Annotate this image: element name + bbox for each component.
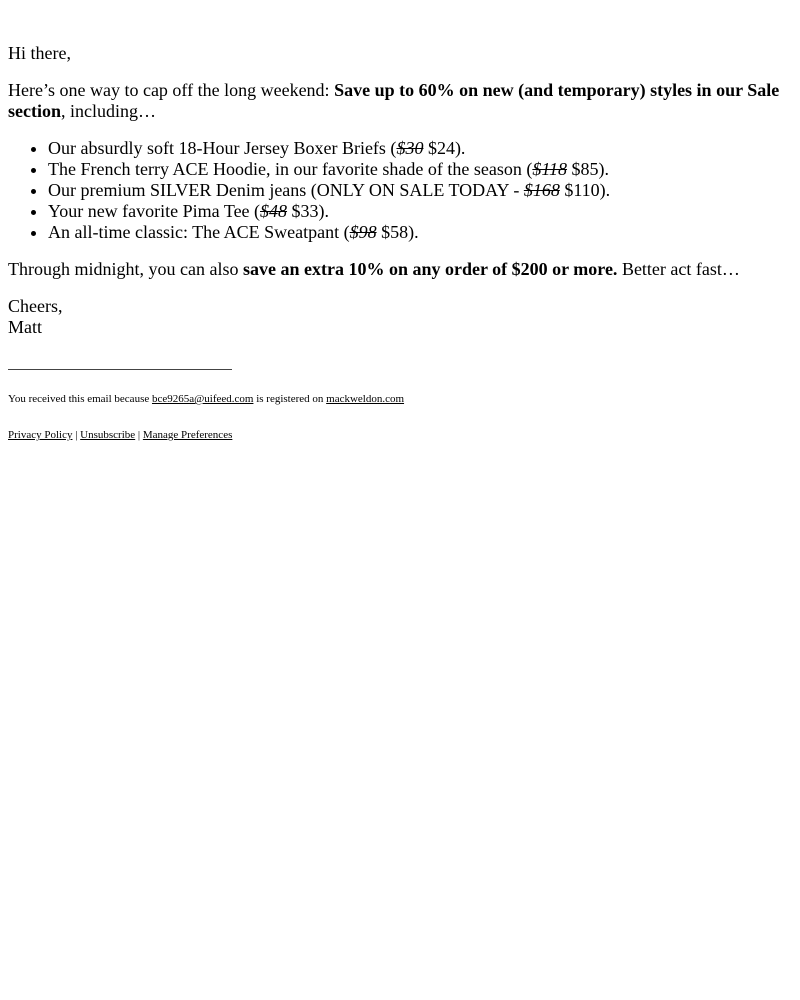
footer-divider [8,369,232,370]
sale-price: $110). [559,180,611,200]
list-item [48,201,792,222]
intro-prefix: Here’s one way to cap off the long weekend: [8,80,335,100]
intro-paragraph [8,80,792,122]
signoff [8,296,792,338]
list-item [48,222,792,243]
item-description: An all-time classic: The ACE Sweatpant ( [48,222,350,242]
site-link[interactable]: mackweldon.com [326,393,405,405]
registration-middle: is registered on [253,393,327,405]
manage-preferences-link[interactable]: Manage Preferences [142,429,233,441]
email-body [0,0,800,442]
original-price: $118 [532,159,568,179]
registration-prefix: You received this email because [8,393,152,405]
sale-price: $33). [287,201,330,221]
list-item [48,180,792,201]
extra-offer-paragraph [8,259,792,280]
original-price: $30 [396,138,424,158]
footer-links [8,429,792,442]
item-description: Our absurdly soft 18-Hour Jersey Boxer Briefs ( [48,138,397,158]
signoff-name: Matt [8,317,42,337]
privacy-policy-link[interactable]: Privacy Policy [8,429,73,441]
extra-offer-suffix: Better act fast… [617,259,740,279]
item-description: The French terry ACE Hoodie, in our favorite shade of the season ( [48,159,533,179]
intro-sale-highlight: Save up to 60% on new (and temporary) styles in our Sale section [8,80,780,121]
extra-offer-highlight: save an extra 10% on any order of $200 or more. [242,259,618,279]
sale-price: $24). [423,138,466,158]
registered-email-link[interactable]: bce9265a@uifeed.com [151,393,254,405]
link-separator: | [72,429,81,441]
signoff-closing: Cheers, [8,296,63,316]
original-price: $98 [349,222,377,242]
link-separator: | [135,429,143,441]
sale-items-list [8,138,792,243]
intro-suffix: , including… [61,101,156,121]
original-price: $168 [523,180,560,200]
sale-price: $58). [376,222,419,242]
unsubscribe-link[interactable]: Unsubscribe [80,429,136,441]
email-footer [8,393,792,442]
greeting: Hi there, [8,43,71,63]
original-price: $48 [260,201,288,221]
list-item [48,159,792,180]
item-description: Our premium SILVER Denim jeans (ONLY ON SALE TODAY - [48,180,524,200]
extra-offer-prefix: Through midnight, you can also [8,259,243,279]
item-description: Your new favorite Pima Tee ( [48,201,261,221]
registration-notice [8,393,792,406]
list-item [48,138,792,159]
sale-price: $85). [567,159,610,179]
